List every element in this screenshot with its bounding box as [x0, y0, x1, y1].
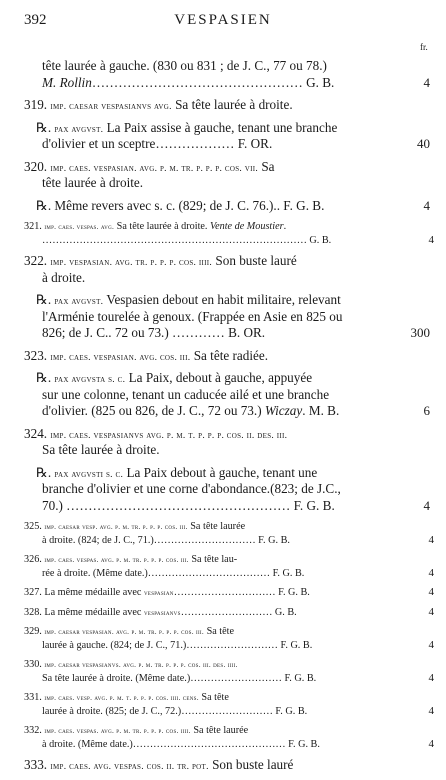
entry-line [0, 75, 446, 92]
entry-line [0, 58, 446, 75]
entry-line [0, 705, 446, 719]
source-text: M. Rollin [42, 74, 92, 90]
entry-text: d'olivier et un sceptre……………… F. OR. [42, 136, 273, 151]
coin-entry [0, 520, 446, 547]
price-value: 4 [428, 638, 434, 651]
entry-text: sur une colonne, tenant un caducée ailé et une branche [42, 386, 330, 402]
entry-line [0, 159, 446, 176]
entry-text: …………………………………………………………………… G. B. [42, 234, 332, 246]
entry-text: La Paix, debout à gauche, appuyée [125, 370, 313, 385]
price-value: 300 [410, 325, 430, 340]
coin-entry [0, 426, 446, 459]
entry-text: Sa tête laurée [187, 521, 246, 532]
legend-text: imp. caes. vespas. avg. p. m. tr. p. p. p. cos. iii. [44, 555, 189, 564]
entry-line [0, 253, 446, 270]
entry-text: ℞. [36, 464, 55, 480]
entry-text: 320. [24, 158, 51, 174]
coin-entry [0, 724, 446, 751]
coin-entry [0, 465, 446, 515]
price-value: 4 [423, 497, 430, 513]
entry-line [0, 120, 446, 137]
source-text: Wiczay [264, 403, 303, 418]
entry-text: ………………………………………… G. B. [91, 74, 335, 90]
legend-text: imp. caesar vespasianvs avg. [50, 102, 172, 112]
entry-text: laurée à gauche. (824; de J. C., 71.)……………………… F. G. B. [42, 639, 313, 651]
entry-text: 826; de J. C.. 72 ou 73.) ………… B. OR. [42, 325, 266, 340]
entry-line [0, 370, 446, 387]
entry-text: rée à droite. (Même date.)……………………………… F. G. B. [42, 567, 305, 579]
coin-entry [0, 606, 446, 620]
entry-line [0, 387, 446, 404]
coin-entry [0, 691, 446, 718]
entry-text: 322. [24, 253, 51, 268]
entry-line [0, 465, 446, 482]
coin-entry [0, 625, 446, 652]
entry-line [0, 270, 446, 287]
price-value: 4 [428, 566, 434, 579]
entry-text: . [283, 221, 287, 232]
entry-text: 331. [24, 692, 45, 703]
legend-text: imp. caes. vespasian. avg. p. m. tr. p. p. p. cos. vii. [50, 163, 259, 174]
legend-text: pax avgvst. [54, 297, 104, 307]
entry-text: tête laurée à droite. [42, 175, 144, 190]
legend-text: imp. caes. vespasianvs avg. p. m. t. p. p. p. cos. ii. des. iii. [50, 430, 288, 441]
coin-entry [0, 553, 446, 580]
entry-line [0, 534, 446, 548]
entry-text: Sa tête [198, 692, 229, 703]
entry-line [0, 198, 446, 215]
entry-line [0, 672, 446, 686]
entry-text: Sa tête laurée à droite. (Même date.)……………………… F. G. B. [42, 672, 317, 684]
entry-text: Son buste lauré [212, 253, 297, 268]
price-value: 4 [428, 704, 434, 717]
entry-line [0, 639, 446, 653]
entry-text: Vespasien debout en habit militaire, relevant [103, 292, 341, 307]
entry-text: 325. [24, 521, 45, 532]
entry-text: 323. [24, 347, 51, 363]
legend-text: imp. vespasian. avg. tr. p. p. p. cos. iiii. [50, 258, 213, 268]
entry-text: Sa tête laurée [190, 725, 249, 736]
entry-text: 326. [24, 554, 45, 565]
coin-entry [0, 757, 446, 774]
coin-entry [0, 370, 446, 420]
entry-text: d'olivier. (825 ou 826, de J. C., 72 ou 73.) [42, 403, 265, 418]
entry-text: Sa [258, 158, 275, 174]
legend-text: pax avgvst. [54, 124, 104, 135]
legend-text: vespasianvs [143, 607, 181, 617]
entry-line [0, 625, 446, 639]
entry-text: 70.) …………………………………………… F. G. B. [42, 497, 335, 513]
entry-line [0, 97, 446, 114]
coin-entry [0, 586, 446, 600]
entry-text: 330. [24, 659, 45, 670]
price-column-label: fr. [420, 42, 428, 52]
source-text: Vente de Moustier [210, 221, 284, 232]
entry-text: 333. [24, 757, 51, 772]
legend-text: imp. caes. vespasian. avg. cos. iii. [50, 352, 191, 363]
entry-text: à droite. (824; de J. C., 71.)………………………… F. G. B. [42, 534, 290, 546]
entry-text: ………………………… F. G. B. [173, 587, 310, 598]
entry-text: branche d'olivier et une corne d'abondance.(823; de J.C., [42, 481, 341, 496]
entry-text: ℞. [36, 292, 55, 307]
entry-text: Sa tête radiée. [190, 347, 269, 363]
entry-text: Sa tête laurée à droite. [42, 442, 160, 457]
price-value: 4 [428, 671, 434, 684]
entry-line [0, 234, 446, 248]
entry-text: ℞. [36, 119, 55, 135]
page-number: 392 [24, 12, 47, 28]
price-value: 4 [423, 74, 430, 90]
entry-text: laurée à droite. (825; de J. C., 72.)……………………… F. G. B. [42, 705, 308, 717]
legend-text: imp. caes. vespas. avg. [44, 222, 115, 231]
entry-line [0, 606, 446, 620]
entry-text: 324. [24, 425, 51, 441]
entry-line [0, 586, 446, 600]
entry-text: ℞. Même revers avec s. c. (829; de J. C. 76.).. F. G. B. [36, 197, 325, 213]
legend-text: imp. caesar vespasianvs. avg. p. m. tr. p. p. p. cos. iii. des. iiii. [44, 660, 238, 669]
entry-text: . M. B. [302, 403, 340, 418]
entry-line [0, 691, 446, 705]
page-header [0, 8, 446, 38]
legend-text: pax avgvsta s. c. [54, 375, 126, 385]
entry-line [0, 520, 446, 534]
coin-entry [0, 198, 446, 215]
entry-text: Sa tête laurée à droite. [171, 97, 293, 112]
legend-text: imp. caes. avg. vespas. cos. ii. tr. pot. [50, 762, 209, 772]
entry-text: tête laurée à gauche. (830 ou 831 ; de J. C., 77 ou 78.) [42, 58, 327, 73]
entry-line [0, 757, 446, 774]
entry-line [0, 309, 446, 326]
price-value: 4 [428, 233, 434, 246]
legend-text: imp. caes. vesp. avg. p. m. t. p. p. p. cos. iiii. cens. [44, 693, 199, 702]
entry-text: 327. La même médaille avec [24, 587, 144, 598]
entry-line [0, 220, 446, 234]
entry-line [0, 567, 446, 581]
entry-line [0, 738, 446, 752]
legend-text: pax avgvsti s. c. [54, 469, 124, 480]
entry-text: La Paix debout à gauche, tenant une [123, 464, 318, 480]
price-value: 40 [417, 136, 430, 151]
price-value: 4 [428, 737, 434, 750]
entry-text: à droite. [42, 269, 86, 285]
coin-entry [0, 220, 446, 247]
running-title: VESPASIEN [174, 12, 272, 28]
entry-line [0, 136, 446, 153]
entry-text: 332. [24, 725, 45, 736]
entry-line [0, 481, 446, 498]
legend-text: imp. caesar vesp. avg. p. m. tr. p. p. p. cos. iii. [44, 522, 188, 531]
legend-text: imp. caesar vespasian. avg. p. m. tr. p. p. p. cos. iii. [44, 627, 205, 636]
entry-line [0, 426, 446, 443]
entry-line [0, 403, 446, 420]
entry-line [0, 292, 446, 309]
coin-entry [0, 658, 446, 685]
coin-entries [0, 58, 446, 780]
price-value: 4 [428, 605, 434, 618]
entry-line [0, 442, 446, 459]
entry-text: 321. [24, 221, 45, 232]
coin-entry [0, 253, 446, 286]
entry-line [0, 724, 446, 738]
coin-entry [0, 159, 446, 192]
entry-text: 319. [24, 97, 51, 112]
entry-line [0, 325, 446, 342]
entry-text: à droite. (Même date.)……………………………………… F. G. B. [42, 738, 320, 750]
entry-text: 329. [24, 626, 45, 637]
entry-text: Sa tête laurée à droite. [114, 221, 211, 232]
entry-text: Sa tête [204, 626, 235, 637]
price-value: 6 [423, 403, 430, 418]
price-value: 4 [428, 533, 434, 546]
entry-line [0, 553, 446, 567]
price-value: 4 [428, 586, 434, 598]
entry-text: Son buste lauré [208, 757, 294, 772]
entry-line [0, 658, 446, 672]
coin-entry [0, 348, 446, 365]
entry-line [0, 348, 446, 365]
entry-text: 328. La même médaille avec [24, 606, 144, 618]
entry-line [0, 498, 446, 515]
entry-line [0, 175, 446, 192]
legend-text: imp. caes. vespas. avg. p. m. tr. p. p. p. cos. iiii. [44, 726, 191, 735]
entry-text: ℞. [36, 370, 55, 385]
coin-entry [0, 120, 446, 153]
coin-entry [0, 97, 446, 114]
entry-text: La Paix assise à gauche, tenant une branche [103, 119, 338, 135]
entry-text: ……………………… G. B. [180, 606, 297, 618]
legend-text: vespasian [143, 588, 174, 597]
entry-text: l'Arménie tourelée à genoux. (Frappée en Asie en 825 ou [42, 308, 343, 324]
coin-entry [0, 58, 446, 91]
price-value: 4 [423, 197, 430, 213]
entry-text: Sa tête lau- [188, 554, 238, 565]
coin-entry [0, 292, 446, 342]
